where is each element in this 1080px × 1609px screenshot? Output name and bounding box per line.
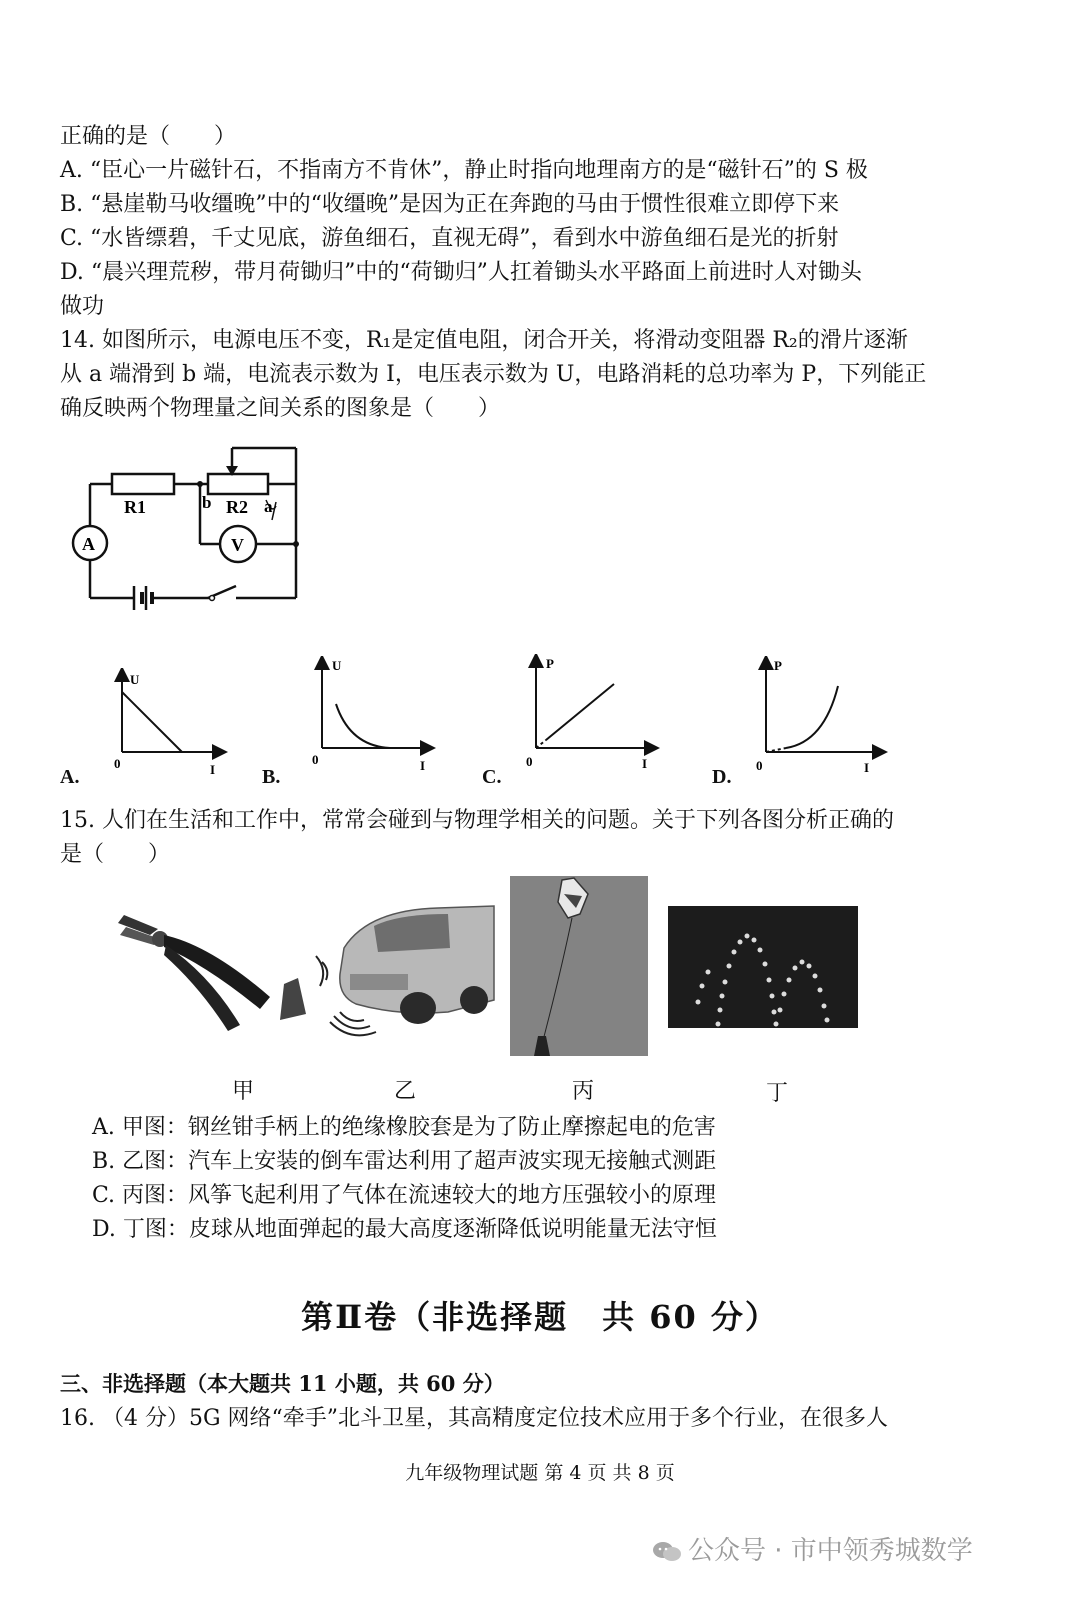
- caption-yi: 乙: [394, 1079, 417, 1104]
- q14-line-1: 14. 如图所示，电源电压不变，R₁是定值电阻，闭合开关，将滑动变阻器 R₂的滑片逐渐: [60, 328, 908, 353]
- caption-ding: 丁: [766, 1081, 789, 1106]
- graph-c-curve: [546, 684, 614, 740]
- graph-b-curve: [336, 704, 390, 748]
- svg-text:P: P: [774, 658, 782, 673]
- q14-line-3: 确反映两个物理量之间关系的图象是（ ）: [60, 396, 501, 421]
- q13-option-d-cont: 做功: [60, 294, 105, 319]
- circuit-diagram: [60, 440, 310, 610]
- caption-bing: 丙: [572, 1079, 595, 1104]
- graph-d: [752, 656, 888, 774]
- svg-text:U: U: [332, 658, 342, 673]
- watermark: [652, 1530, 973, 1567]
- q13-option-b: B. “悬崖勒马收缰晚”中的“收缰晚”是因为正在奔跑的马由于惯性很难立即停下来: [60, 192, 840, 217]
- graph-a-curve: [122, 692, 182, 752]
- q13-option-d: D. “晨兴理荒秽，带月荷锄归”中的“荷锄归”人扛着锄头水平路面上前进时人对锄头: [60, 260, 862, 285]
- q15-option-c: C. 丙图：风筝飞起利用了气体在流速较大的地方压强较小的原理: [92, 1183, 717, 1208]
- svg-text:0: 0: [756, 758, 763, 773]
- photo-yi-car-radar: [278, 904, 498, 1044]
- section-title: 第Ⅱ卷（非选择题 共 60 分）: [301, 1298, 779, 1336]
- svg-text:0: 0: [312, 752, 319, 767]
- graph-b: [306, 656, 436, 774]
- svg-text:I: I: [642, 756, 648, 771]
- graph-d-curve: [786, 686, 838, 748]
- q15-option-d: D. 丁图：皮球从地面弹起的最大高度逐渐降低说明能量无法守恒: [92, 1217, 717, 1242]
- page-footer: 九年级物理试题 第 4 页 共 8 页: [405, 1462, 675, 1484]
- graph-a-option: A.: [60, 766, 80, 788]
- wechat-icon: [652, 1540, 682, 1564]
- svg-text:I: I: [210, 762, 216, 777]
- svg-text:I: I: [864, 760, 870, 774]
- q15-line-1: 15. 人们在生活和工作中，常常会碰到与物理学相关的问题。关于下列各图分析正确的: [60, 808, 894, 833]
- photo-bing-kite: [510, 876, 648, 1056]
- r1-resistor: [112, 474, 174, 494]
- q13-option-c: C. “水皆缥碧，千丈见底，游鱼细石，直视无碍”，看到水中游鱼细石是光的折射: [60, 226, 839, 251]
- r1-label: R1: [124, 497, 146, 517]
- caption-jia: 甲: [232, 1079, 255, 1104]
- ammeter-label: A: [82, 534, 95, 554]
- end-a-label: a: [264, 497, 273, 516]
- r2-label: R2: [226, 497, 248, 517]
- graph-d-option: D.: [712, 766, 732, 788]
- svg-text:P: P: [546, 656, 554, 671]
- watermark-text: 公众号 · 市中领秀城数学: [688, 1536, 973, 1566]
- photo-ding-ball: [668, 906, 858, 1028]
- svg-text:I: I: [420, 758, 426, 773]
- part3-heading: 三、非选择题（本大题共 11 小题，共 60 分）: [60, 1371, 505, 1396]
- svg-text:U: U: [130, 672, 140, 687]
- end-b-label: b: [202, 493, 212, 512]
- q15-line-2: 是（ ）: [60, 842, 171, 867]
- svg-text:0: 0: [114, 756, 121, 771]
- q16-line-1: 16. （4 分）5G 网络“牵手”北斗卫星，其高精度定位技术应用于多个行业，在很多人: [60, 1406, 889, 1431]
- graph-a: [108, 668, 228, 778]
- graph-b-option: B.: [262, 766, 281, 788]
- graph-c-option: C.: [482, 766, 502, 788]
- voltmeter-label: V: [231, 535, 244, 555]
- photo-jia-pliers: [110, 905, 280, 1035]
- q13-option-a: A. “臣心一片磁针石，不指南方不肯休”，静止时指向地理南方的是“磁针石”的 S 极: [60, 158, 868, 183]
- q15-option-a: A. 甲图：钢丝钳手柄上的绝缘橡胶套是为了防止摩擦起电的危害: [92, 1115, 716, 1140]
- graph-c: [520, 654, 660, 772]
- q14-line-2: 从 a 端滑到 b 端，电流表示数为 I，电压表示数为 U，电路消耗的总功率为 P，下列能正: [60, 362, 927, 387]
- q13-stem-end: 正确的是（ ）: [60, 124, 237, 149]
- r2-rheostat: [208, 474, 268, 494]
- svg-text:0: 0: [526, 754, 533, 769]
- q15-option-b: B. 乙图：汽车上安装的倒车雷达利用了超声波实现无接触式测距: [92, 1149, 717, 1174]
